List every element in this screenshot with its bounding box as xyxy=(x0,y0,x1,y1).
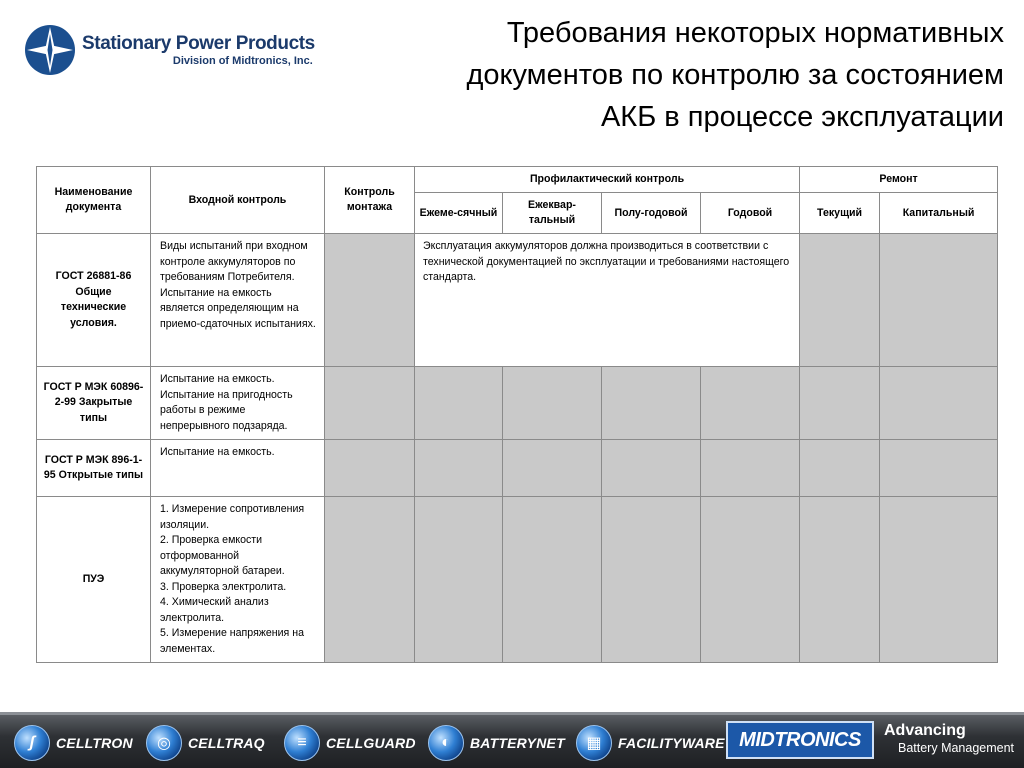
empty-cell xyxy=(325,440,415,497)
empty-cell xyxy=(602,440,701,497)
requirements-table xyxy=(36,166,998,663)
product-batterynet xyxy=(428,723,565,763)
document-name-cell: ГОСТ Р МЭК 896-1-95 Открытые типы xyxy=(37,440,151,497)
preventive-note-cell: Эксплуатация аккумуляторов должна производиться в соответствии с технической документацией по эксплуатации и требованиями настоящего стандарта. xyxy=(415,234,800,367)
table-row xyxy=(37,497,998,663)
empty-cell xyxy=(701,440,800,497)
tagline xyxy=(884,723,1014,755)
list-item: 2. Проверка емкости отформованной аккумуляторной батареи. xyxy=(160,534,285,577)
empty-cell xyxy=(701,367,800,440)
document-name-cell: ПУЭ xyxy=(37,497,151,663)
header-document-name: Наименование документа xyxy=(37,167,151,234)
logo-subtitle: Division of Midtronics, Inc. xyxy=(172,54,313,67)
product-facilityware xyxy=(576,723,725,763)
empty-cell xyxy=(602,497,701,663)
product-celltron xyxy=(14,723,133,763)
header-installation-control: Контроль монтажа xyxy=(325,167,415,234)
empty-cell xyxy=(503,367,602,440)
empty-cell xyxy=(503,440,602,497)
header-annual: Годовой xyxy=(701,193,800,234)
list-item: 1. Измерение сопротивления изоляции. xyxy=(160,503,305,531)
empty-cell xyxy=(880,367,998,440)
empty-cell xyxy=(415,440,503,497)
table-row xyxy=(37,234,998,367)
incoming-control-cell: Испытание на емкость. Испытание на пригодность работы в режиме непрерывного подзаряда. xyxy=(151,367,325,440)
empty-cell xyxy=(325,234,415,367)
empty-cell xyxy=(800,440,880,497)
empty-cell xyxy=(800,234,880,367)
header-monthly: Ежеме-сячный xyxy=(415,193,503,234)
empty-cell xyxy=(800,497,880,663)
list-item: 4. Химический анализ электролита. xyxy=(160,596,269,624)
header-quarterly: Ежеквар-тальный xyxy=(503,193,602,234)
empty-cell xyxy=(415,497,503,663)
product-cellguard xyxy=(284,723,416,763)
incoming-control-cell: Испытание на емкость. xyxy=(151,440,325,497)
empty-cell xyxy=(325,497,415,663)
title-line-1: Требования некоторых нормативных xyxy=(506,17,1004,49)
header-repair: Ремонт xyxy=(800,167,998,193)
cellguard-icon: ≡ xyxy=(284,725,320,761)
empty-cell xyxy=(325,367,415,440)
product-name: CELLTRAQ xyxy=(188,735,265,751)
document-name-cell: ГОСТ 26881-86 Общие технические условия. xyxy=(37,234,151,367)
empty-cell xyxy=(602,367,701,440)
header-preventive-control: Профилактический контроль xyxy=(415,167,800,193)
midtronics-logo: MIDTRONICS xyxy=(726,721,874,759)
tagline-line-1: Advancing xyxy=(884,722,966,739)
product-name: CELLGUARD xyxy=(326,735,416,751)
celltron-icon: ʃ xyxy=(14,725,50,761)
document-name-cell: ГОСТ Р МЭК 60896-2-99 Закрытые типы xyxy=(37,367,151,440)
title-line-3: АКБ в процессе эксплуатации xyxy=(600,101,1004,133)
incoming-control-cell xyxy=(151,497,325,663)
list-item: 3. Проверка электролита. xyxy=(160,580,287,593)
product-celltraq xyxy=(146,723,265,763)
batterynet-icon: ◐ xyxy=(428,725,464,761)
title-line-2: документов по контролю за состоянием xyxy=(466,59,1004,91)
incoming-control-cell: Виды испытаний при входном контроле аккумуляторов по требованиям Потребителя. Испытание на емкость является определяющим на приемо-сдаточных испытаниях. xyxy=(151,234,325,367)
header-incoming-control: Входной контроль xyxy=(151,167,325,234)
facilityware-icon: ▦ xyxy=(576,725,612,761)
logo-name: Stationary Power Products xyxy=(82,32,315,54)
header-capital-repair: Капитальный xyxy=(880,193,998,234)
table-row xyxy=(37,440,998,497)
header-semiannual: Полу-годовой xyxy=(602,193,701,234)
compass-logo-icon xyxy=(24,24,76,76)
header-current-repair: Текущий xyxy=(800,193,880,234)
product-name: CELLTRON xyxy=(56,735,133,751)
product-name: BATTERYNET xyxy=(470,735,565,751)
empty-cell xyxy=(701,497,800,663)
celltraq-icon: ◎ xyxy=(146,725,182,761)
product-name: FACILITYWARE xyxy=(618,735,725,751)
list-item: 5. Измерение напряжения на элементах. xyxy=(160,627,304,655)
empty-cell xyxy=(800,367,880,440)
empty-cell xyxy=(415,367,503,440)
tagline-line-2: Battery Management xyxy=(898,741,1015,755)
company-logo xyxy=(24,24,315,76)
empty-cell xyxy=(880,497,998,663)
empty-cell xyxy=(880,234,998,367)
slide-title xyxy=(404,12,1004,138)
product-banner xyxy=(0,712,1024,768)
empty-cell xyxy=(880,440,998,497)
empty-cell xyxy=(503,497,602,663)
table-row xyxy=(37,367,998,440)
